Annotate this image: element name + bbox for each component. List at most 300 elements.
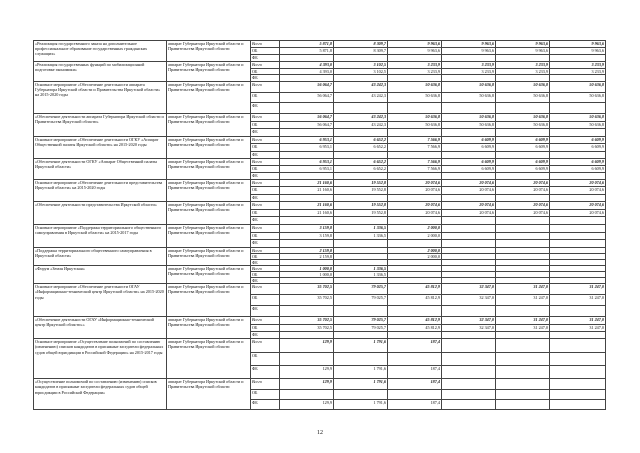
year-1-amount: 6 953,1 xyxy=(280,136,334,143)
year-4-amount: 20 074,6 xyxy=(442,201,496,209)
year-1-amount xyxy=(280,352,334,365)
year-5-amount: 50 636,8 xyxy=(496,113,550,121)
year-2-amount: 1 336,5 xyxy=(334,266,388,272)
year-5-amount xyxy=(496,332,550,339)
year-5-amount: 50 636,8 xyxy=(496,81,550,92)
activity-name: Основное мероприятие «Обеспечение деятельности аппарата Губернатора Иркутской области и Правительства Иркутской области» на 2015-2020 годы xyxy=(34,81,167,113)
year-3-amount: 7 566,9 xyxy=(388,158,442,165)
year-5-amount: 50 636,8 xyxy=(496,121,550,129)
year-2-amount: 1 336,5 xyxy=(334,224,388,232)
year-5-amount: 20 074,6 xyxy=(496,187,550,194)
year-4-amount xyxy=(442,389,496,399)
budget-table xyxy=(33,40,606,410)
funding-source: ОБ xyxy=(251,253,280,259)
year-3-amount: 45 812,9 xyxy=(388,317,442,324)
year-2-amount: 1 791,6 xyxy=(334,400,388,410)
year-4-amount: 6 609,9 xyxy=(442,136,496,143)
year-5-amount: 20 074,6 xyxy=(496,201,550,209)
year-3-amount: 20 074,6 xyxy=(388,201,442,209)
table-row xyxy=(34,284,606,295)
funding-source: ФБ xyxy=(251,103,280,114)
year-4-amount xyxy=(442,172,496,179)
year-5-amount xyxy=(496,55,550,62)
year-4-amount: 6 609,9 xyxy=(442,165,496,172)
year-5-amount: 3 233,9 xyxy=(496,62,550,69)
year-4-amount xyxy=(442,55,496,62)
responsible-executor: аппарат Губернатора Иркутской области и Правительства Иркутской области xyxy=(167,379,251,410)
year-3-amount: 187,4 xyxy=(388,379,442,389)
year-3-amount: 9 963,6 xyxy=(388,41,442,48)
year-1-amount: 56 064,7 xyxy=(280,113,334,121)
year-6-amount xyxy=(550,379,606,389)
year-1-amount xyxy=(280,103,334,114)
funding-source: Всего xyxy=(251,339,280,352)
year-5-amount: 6 609,9 xyxy=(496,144,550,151)
year-3-amount xyxy=(388,217,442,225)
responsible-executor: аппарат Губернатора Иркутской области и Правительства Иркутской области xyxy=(167,284,251,317)
year-3-amount: 50 636,8 xyxy=(388,113,442,121)
year-5-amount: 50 636,8 xyxy=(496,92,550,103)
year-5-amount: 31 247,0 xyxy=(496,324,550,331)
year-1-amount: 129,9 xyxy=(280,366,334,379)
year-6-amount: 3 233,9 xyxy=(550,68,606,75)
year-2-amount: 1 336,5 xyxy=(334,272,388,278)
year-3-amount: 45 812,9 xyxy=(388,324,442,331)
year-2-amount: 1 791,6 xyxy=(334,379,388,389)
year-2-amount xyxy=(334,332,388,339)
year-6-amount: 50 636,8 xyxy=(550,113,606,121)
activity-name: «Обеспечение деятельности представительства Иркутской области» xyxy=(34,201,167,224)
year-2-amount: 43 242,3 xyxy=(334,81,388,92)
year-3-amount xyxy=(388,352,442,365)
year-1-amount: 56 064,7 xyxy=(280,92,334,103)
year-3-amount: 50 636,8 xyxy=(388,81,442,92)
table-row xyxy=(34,224,606,232)
year-1-amount: 129,9 xyxy=(280,400,334,410)
year-5-amount xyxy=(496,129,550,137)
responsible-executor: аппарат Губернатора Иркутской области и Правительства Иркутской области xyxy=(167,179,251,201)
year-4-amount xyxy=(442,366,496,379)
year-4-amount: 3 233,9 xyxy=(442,68,496,75)
year-2-amount: 6 652,2 xyxy=(334,144,388,151)
year-6-amount xyxy=(550,366,606,379)
year-4-amount xyxy=(442,75,496,82)
year-2-amount: 43 242,3 xyxy=(334,121,388,129)
activity-name: «Осуществление полномочий по составлению (изменению) списков кандидатов в присяжные заседатели федеральных судов общей юрисдикции в Российской Федерации» xyxy=(34,379,167,410)
funding-source: ОБ xyxy=(251,68,280,75)
year-4-amount xyxy=(442,103,496,114)
year-4-amount: 9 963,6 xyxy=(442,48,496,55)
year-6-amount xyxy=(550,75,606,82)
year-2-amount: 1 336,5 xyxy=(334,232,388,240)
funding-source: ФБ xyxy=(251,260,280,266)
activity-name: «Обеспечение деятельности аппарата Губернатора Иркутской области и Правительства Иркутской области» xyxy=(34,113,167,136)
funding-source: ОБ xyxy=(251,272,280,278)
activity-name: «Реализация государственных функций по мобилизационной подготовке экономики» xyxy=(34,62,167,82)
funding-source: ОБ xyxy=(251,187,280,194)
year-5-amount xyxy=(496,366,550,379)
year-3-amount: 45 812,9 xyxy=(388,295,442,306)
year-6-amount xyxy=(550,332,606,339)
funding-source: ФБ xyxy=(251,217,280,225)
responsible-executor: аппарат Губернатора Иркутской области и Правительства Иркутской области xyxy=(167,158,251,179)
year-1-amount: 129,9 xyxy=(280,339,334,352)
year-4-amount: 32 347,0 xyxy=(442,295,496,306)
year-1-amount: 4 393,0 xyxy=(280,62,334,69)
year-6-amount: 31 247,0 xyxy=(550,317,606,324)
year-1-amount: 21 160,6 xyxy=(280,201,334,209)
year-5-amount: 20 074,6 xyxy=(496,179,550,186)
year-4-amount xyxy=(442,194,496,201)
responsible-executor: аппарат Губернатора Иркутской области и Правительства Иркутской области xyxy=(167,201,251,224)
responsible-executor: аппарат Губернатора Иркутской области и Правительства Иркутской области xyxy=(167,41,251,62)
year-2-amount: 8 309,7 xyxy=(334,48,388,55)
year-4-amount: 20 074,6 xyxy=(442,187,496,194)
year-2-amount: 3 102,5 xyxy=(334,62,388,69)
year-6-amount xyxy=(550,240,606,248)
year-1-amount xyxy=(280,75,334,82)
year-6-amount: 9 963,6 xyxy=(550,41,606,48)
year-3-amount: 50 636,8 xyxy=(388,121,442,129)
responsible-executor: аппарат Губернатора Иркутской области и Правительства Иркутской области xyxy=(167,62,251,82)
year-6-amount: 50 636,8 xyxy=(550,121,606,129)
table-row xyxy=(34,201,606,209)
year-1-amount: 21 160,6 xyxy=(280,187,334,194)
year-3-amount xyxy=(388,389,442,399)
year-4-amount xyxy=(442,232,496,240)
funding-source: ОБ xyxy=(251,121,280,129)
year-5-amount: 9 963,6 xyxy=(496,48,550,55)
year-2-amount: 79 025,7 xyxy=(334,284,388,295)
year-2-amount: 79 025,7 xyxy=(334,317,388,324)
year-2-amount: 6 652,2 xyxy=(334,165,388,172)
year-1-amount: 5 871,8 xyxy=(280,41,334,48)
year-2-amount xyxy=(334,129,388,137)
year-4-amount xyxy=(442,332,496,339)
year-2-amount xyxy=(334,306,388,317)
year-4-amount: 50 636,8 xyxy=(442,92,496,103)
year-3-amount: 7 566,9 xyxy=(388,144,442,151)
year-2-amount xyxy=(334,151,388,158)
year-6-amount: 20 074,6 xyxy=(550,209,606,217)
year-1-amount: 5 871,8 xyxy=(280,48,334,55)
funding-source: ФБ xyxy=(251,278,280,284)
year-1-amount xyxy=(280,129,334,137)
funding-source: ОБ xyxy=(251,352,280,365)
funding-source: ОБ xyxy=(251,48,280,55)
activity-name: Основное мероприятие «Поддержка территориального общественного самоуправления в Иркутской области» на 2015-2017 годы xyxy=(34,224,167,247)
activity-name: «Форум «Земля Иркутская» xyxy=(34,266,167,284)
year-6-amount xyxy=(550,224,606,232)
year-3-amount: 7 566,9 xyxy=(388,136,442,143)
table-row xyxy=(34,179,606,186)
year-1-amount: 4 393,0 xyxy=(280,68,334,75)
funding-source: ОБ xyxy=(251,209,280,217)
year-6-amount: 20 074,6 xyxy=(550,187,606,194)
year-2-amount: 6 652,2 xyxy=(334,136,388,143)
year-6-amount xyxy=(550,103,606,114)
year-4-amount xyxy=(442,129,496,137)
year-5-amount xyxy=(496,400,550,410)
year-5-amount xyxy=(496,217,550,225)
funding-source: ОБ xyxy=(251,232,280,240)
funding-source: ОБ xyxy=(251,295,280,306)
funding-source: ОБ xyxy=(251,389,280,399)
year-2-amount xyxy=(334,103,388,114)
year-4-amount xyxy=(442,151,496,158)
year-3-amount: 45 812,9 xyxy=(388,284,442,295)
table-row xyxy=(34,136,606,143)
year-1-amount xyxy=(280,172,334,179)
table-row xyxy=(34,379,606,389)
year-3-amount: 2 000,0 xyxy=(388,224,442,232)
funding-source: Всего xyxy=(251,284,280,295)
year-1-amount: 35 702,5 xyxy=(280,324,334,331)
year-6-amount: 50 636,8 xyxy=(550,92,606,103)
year-1-amount: 21 160,6 xyxy=(280,209,334,217)
funding-source: ФБ xyxy=(251,240,280,248)
funding-source: Всего xyxy=(251,379,280,389)
year-2-amount: 43 242,3 xyxy=(334,113,388,121)
year-4-amount xyxy=(442,339,496,352)
year-5-amount xyxy=(496,379,550,389)
responsible-executor: аппарат Губернатора Иркутской области и Правительства Иркутской области xyxy=(167,81,251,113)
funding-source: Всего xyxy=(251,136,280,143)
year-4-amount: 32 347,0 xyxy=(442,324,496,331)
year-1-amount: 1 000,0 xyxy=(280,272,334,278)
year-1-amount xyxy=(280,194,334,201)
year-1-amount xyxy=(280,389,334,399)
year-6-amount xyxy=(550,352,606,365)
year-1-amount: 56 064,7 xyxy=(280,121,334,129)
funding-source: ОБ xyxy=(251,165,280,172)
year-3-amount xyxy=(388,332,442,339)
year-4-amount: 32 347,0 xyxy=(442,317,496,324)
year-5-amount xyxy=(496,352,550,365)
year-4-amount xyxy=(442,400,496,410)
year-1-amount: 129,9 xyxy=(280,379,334,389)
year-3-amount: 20 074,6 xyxy=(388,209,442,217)
table-row xyxy=(34,41,606,48)
funding-source: ФБ xyxy=(251,129,280,137)
year-3-amount xyxy=(388,55,442,62)
year-2-amount: 79 025,7 xyxy=(334,324,388,331)
activity-name: Основное мероприятие «Осуществление полномочий по составлению (изменению) списков кандидатов в присяжные заседатели федеральных судов общей юрисдикции в Российской Федерации» на 2015-2017 годы xyxy=(34,339,167,379)
year-5-amount: 31 247,0 xyxy=(496,295,550,306)
funding-source: Всего xyxy=(251,201,280,209)
year-5-amount: 3 233,9 xyxy=(496,68,550,75)
year-5-amount: 31 247,0 xyxy=(496,317,550,324)
year-1-amount xyxy=(280,55,334,62)
year-3-amount: 9 963,6 xyxy=(388,48,442,55)
year-5-amount: 9 963,6 xyxy=(496,41,550,48)
year-2-amount: 19 552,8 xyxy=(334,187,388,194)
year-5-amount: 20 074,6 xyxy=(496,209,550,217)
year-4-amount: 6 609,9 xyxy=(442,158,496,165)
funding-source: Всего xyxy=(251,158,280,165)
year-5-amount xyxy=(496,75,550,82)
year-6-amount: 20 074,6 xyxy=(550,179,606,186)
year-1-amount: 2 159,8 xyxy=(280,247,334,253)
year-2-amount: 1 791,6 xyxy=(334,339,388,352)
year-5-amount: 31 247,0 xyxy=(496,284,550,295)
year-3-amount: 20 074,6 xyxy=(388,187,442,194)
year-1-amount: 6 953,1 xyxy=(280,165,334,172)
responsible-executor: аппарат Губернатора Иркутской области и Правительства Иркутской области xyxy=(167,247,251,265)
year-3-amount: 7 566,9 xyxy=(388,165,442,172)
year-3-amount xyxy=(388,129,442,137)
year-4-amount: 3 233,9 xyxy=(442,62,496,69)
activity-name: Основное мероприятие «Обеспечение деятельности ОГАУ «Информационно-технический центр Иркутской области» на 2015-2020 годы xyxy=(34,284,167,317)
table-row xyxy=(34,339,606,352)
year-6-amount: 50 636,8 xyxy=(550,81,606,92)
year-6-amount xyxy=(550,400,606,410)
year-1-amount xyxy=(280,306,334,317)
year-3-amount xyxy=(388,240,442,248)
responsible-executor: аппарат Губернатора Иркутской области и Правительства Иркутской области xyxy=(167,339,251,379)
funding-source: Всего xyxy=(251,113,280,121)
year-3-amount: 187,4 xyxy=(388,400,442,410)
year-1-amount: 35 702,5 xyxy=(280,317,334,324)
funding-source: Всего xyxy=(251,62,280,69)
year-6-amount xyxy=(550,55,606,62)
activity-name: «Обеспечение деятельности ОГАУ «Информационно-технический центр Иркутской области»» xyxy=(34,317,167,339)
year-6-amount xyxy=(550,172,606,179)
year-1-amount: 2 159,8 xyxy=(280,253,334,259)
year-2-amount: 3 102,5 xyxy=(334,68,388,75)
year-5-amount xyxy=(496,172,550,179)
year-6-amount xyxy=(550,306,606,317)
year-2-amount xyxy=(334,194,388,201)
year-5-amount: 6 609,9 xyxy=(496,136,550,143)
year-6-amount: 31 247,0 xyxy=(550,284,606,295)
year-2-amount: 79 025,7 xyxy=(334,295,388,306)
year-2-amount xyxy=(334,352,388,365)
year-4-amount: 50 636,8 xyxy=(442,81,496,92)
year-5-amount: 6 609,9 xyxy=(496,165,550,172)
year-3-amount: 2 000,0 xyxy=(388,247,442,253)
table-row xyxy=(34,113,606,121)
year-6-amount xyxy=(550,151,606,158)
year-1-amount: 35 702,5 xyxy=(280,295,334,306)
year-4-amount: 50 636,8 xyxy=(442,113,496,121)
year-1-amount xyxy=(280,332,334,339)
funding-source: Всего xyxy=(251,266,280,272)
year-1-amount: 1 000,0 xyxy=(280,266,334,272)
funding-source: Всего xyxy=(251,81,280,92)
year-5-amount xyxy=(496,151,550,158)
funding-source: ФБ xyxy=(251,306,280,317)
table-body xyxy=(34,41,606,410)
year-6-amount xyxy=(550,232,606,240)
responsible-executor: аппарат Губернатора Иркутской области и Правительства Иркутской области xyxy=(167,317,251,339)
year-2-amount: 19 552,8 xyxy=(334,201,388,209)
year-6-amount: 6 609,9 xyxy=(550,165,606,172)
year-2-amount xyxy=(334,172,388,179)
year-2-amount: 8 309,7 xyxy=(334,41,388,48)
year-5-amount xyxy=(496,240,550,248)
year-5-amount xyxy=(496,339,550,352)
year-1-amount: 21 160,6 xyxy=(280,179,334,186)
year-5-amount xyxy=(496,389,550,399)
year-6-amount: 31 247,0 xyxy=(550,295,606,306)
table-row xyxy=(34,317,606,324)
year-3-amount: 187,4 xyxy=(388,366,442,379)
funding-source: ФБ xyxy=(251,151,280,158)
year-6-amount xyxy=(550,129,606,137)
funding-source: ФБ xyxy=(251,194,280,201)
year-3-amount: 187,4 xyxy=(388,339,442,352)
year-2-amount: 6 652,2 xyxy=(334,158,388,165)
activity-name: «Обеспечение деятельности ОГКУ «Аппарат Общественной палаты Иркутской области» xyxy=(34,158,167,179)
year-6-amount: 3 233,9 xyxy=(550,62,606,69)
funding-source: ФБ xyxy=(251,172,280,179)
funding-source: ФБ xyxy=(251,400,280,410)
year-3-amount: 3 233,9 xyxy=(388,62,442,69)
activity-name: Основное мероприятие «Обеспечение деятельности представительства Иркутской области» на 2015-2020 годы xyxy=(34,179,167,201)
year-6-amount xyxy=(550,339,606,352)
year-5-amount xyxy=(496,103,550,114)
year-6-amount: 6 609,9 xyxy=(550,136,606,143)
year-3-amount xyxy=(388,151,442,158)
year-6-amount: 20 074,6 xyxy=(550,201,606,209)
year-5-amount xyxy=(496,194,550,201)
year-5-amount: 6 609,9 xyxy=(496,158,550,165)
year-6-amount xyxy=(550,194,606,201)
funding-source: ОБ xyxy=(251,324,280,331)
year-2-amount xyxy=(334,55,388,62)
year-1-amount: 56 064,7 xyxy=(280,81,334,92)
year-1-amount xyxy=(280,240,334,248)
year-6-amount xyxy=(550,217,606,225)
year-2-amount xyxy=(334,217,388,225)
year-6-amount: 6 609,9 xyxy=(550,144,606,151)
year-3-amount: 20 074,6 xyxy=(388,179,442,186)
year-1-amount xyxy=(280,217,334,225)
year-3-amount: 2 000,0 xyxy=(388,232,442,240)
year-6-amount: 6 609,9 xyxy=(550,158,606,165)
year-4-amount: 20 074,6 xyxy=(442,209,496,217)
year-4-amount xyxy=(442,217,496,225)
year-3-amount xyxy=(388,103,442,114)
year-4-amount: 20 074,6 xyxy=(442,179,496,186)
table-row xyxy=(34,62,606,69)
activity-name: «Реализация государственного заказа на дополнительное профессиональное образование государственных гражданских служащих» xyxy=(34,41,167,62)
year-4-amount xyxy=(442,240,496,248)
funding-source: Всего xyxy=(251,224,280,232)
funding-source: ОБ xyxy=(251,144,280,151)
responsible-executor: аппарат Губернатора Иркутской области и Правительства Иркутской области xyxy=(167,113,251,136)
year-1-amount: 3 159,8 xyxy=(280,224,334,232)
funding-source: Всего xyxy=(251,41,280,48)
year-2-amount: 19 552,8 xyxy=(334,209,388,217)
funding-source: ФБ xyxy=(251,55,280,62)
year-4-amount: 6 609,9 xyxy=(442,144,496,151)
year-3-amount xyxy=(388,306,442,317)
year-4-amount xyxy=(442,352,496,365)
year-1-amount: 3 159,8 xyxy=(280,232,334,240)
activity-name: «Поддержка территориального общественного самоуправления в Иркутской области» xyxy=(34,247,167,265)
funding-source: Всего xyxy=(251,317,280,324)
year-2-amount: 1 791,6 xyxy=(334,366,388,379)
responsible-executor: аппарат Губернатора Иркутской области и Правительства Иркутской области xyxy=(167,266,251,284)
funding-source: ФБ xyxy=(251,366,280,379)
year-2-amount xyxy=(334,75,388,82)
year-1-amount: 6 953,1 xyxy=(280,158,334,165)
funding-source: Всего xyxy=(251,179,280,186)
year-3-amount: 50 636,8 xyxy=(388,92,442,103)
year-6-amount: 31 247,0 xyxy=(550,324,606,331)
